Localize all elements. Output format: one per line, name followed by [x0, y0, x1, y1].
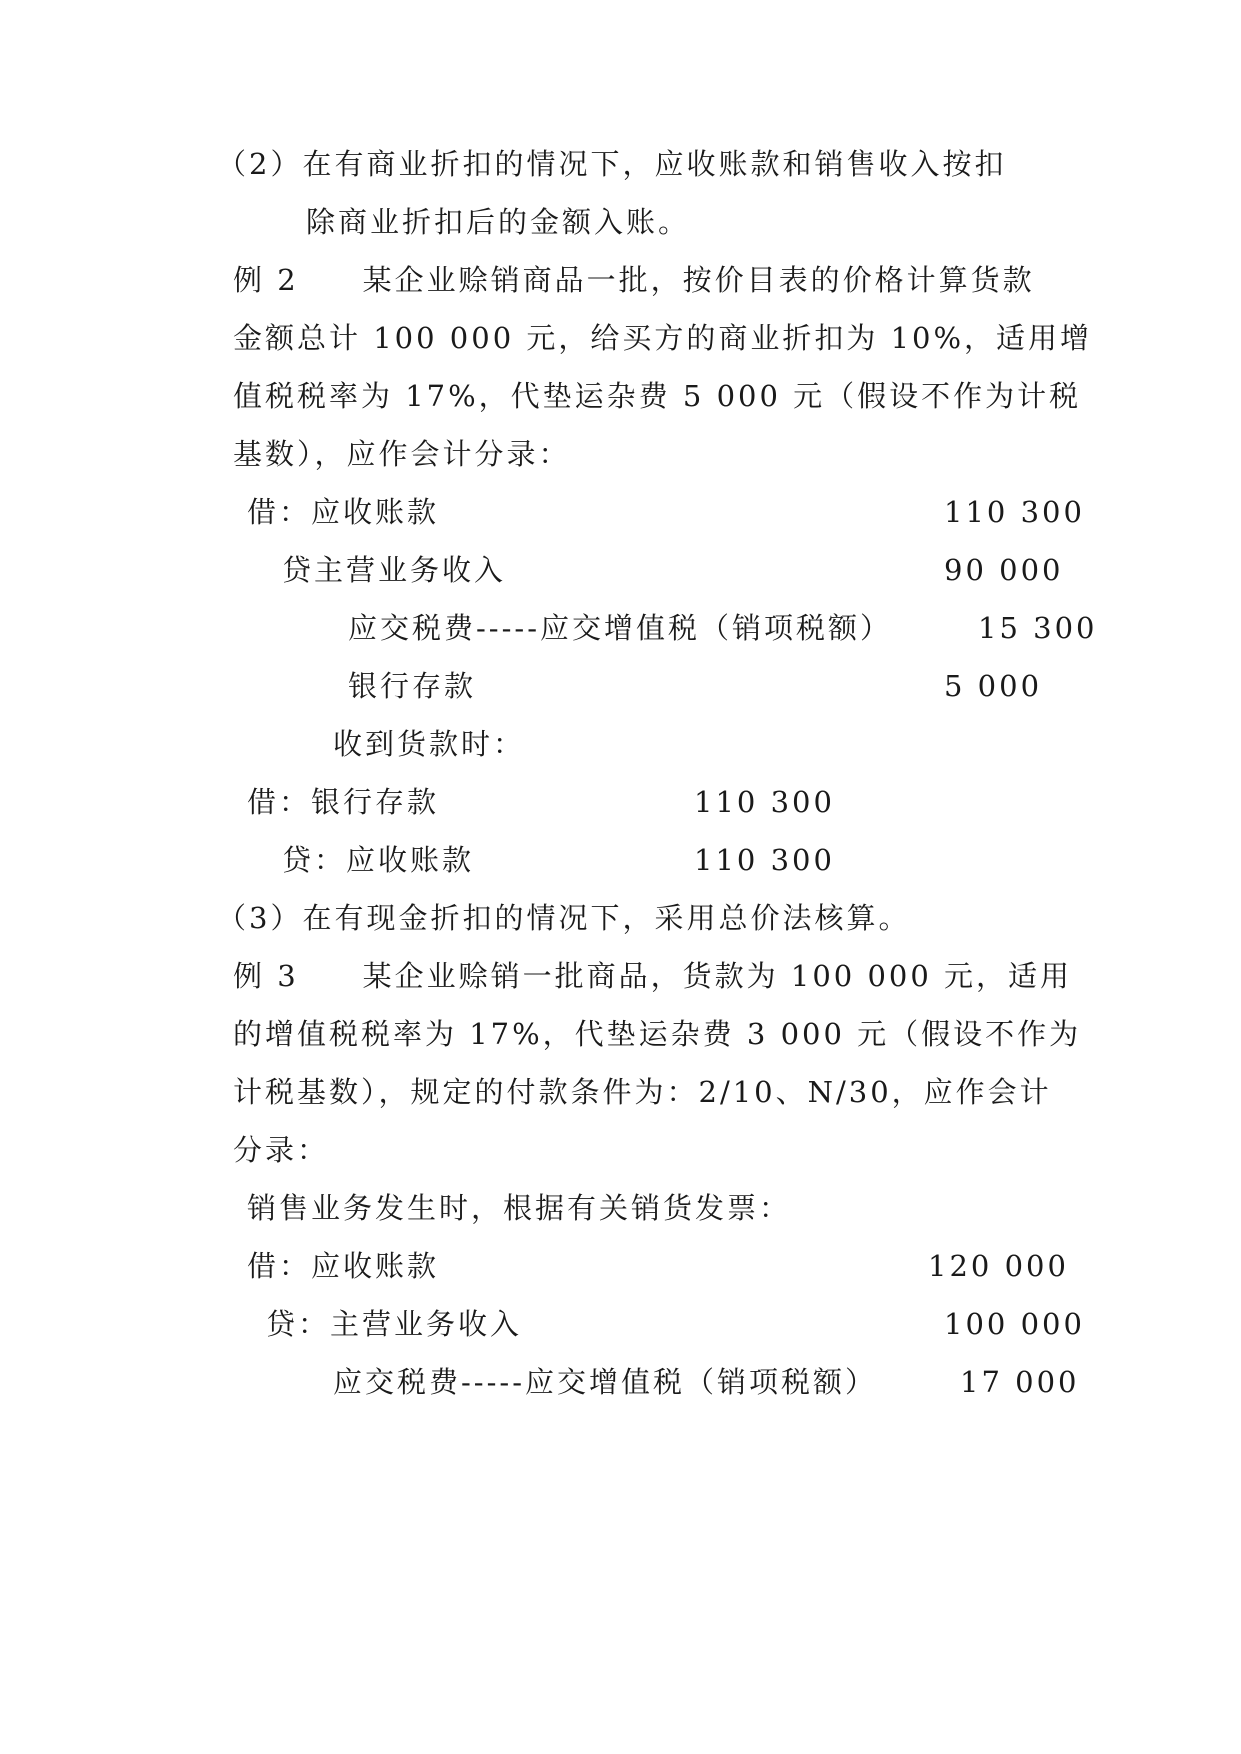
entry-tax-label: 应交税费-----应交增值税（销项税额）	[348, 611, 892, 645]
text-line-ex3-1: 例 3 某企业赊销一批商品，货款为 100 000 元，适用	[233, 959, 1073, 993]
text-line-payment: 收到货款时：	[333, 727, 526, 761]
entry3-credit-label: 贷：主营业务收入	[266, 1307, 523, 1341]
entry3-tax-amount: 17 000	[960, 1365, 1080, 1399]
entry2-debit-amount: 110 300	[694, 785, 835, 819]
entry3-tax-label: 应交税费-----应交增值税（销项税额）	[333, 1365, 877, 1399]
entry-tax-amount: 15 300	[978, 611, 1098, 645]
text-line-4: 金额总计 100 000 元，给买方的商业折扣为 10%，适用增	[233, 321, 1093, 355]
entry2-credit-label: 贷：应收账款	[282, 843, 475, 877]
text-line-3: 例 2 某企业赊销商品一批，按价目表的价格计算货款	[233, 263, 1035, 297]
entry-credit-label: 贷主营业务收入	[282, 553, 507, 587]
entry-bank-label: 银行存款	[348, 669, 477, 703]
entry3-credit-amount: 100 000	[944, 1307, 1085, 1341]
text-line-6: 基数），应作会计分录：	[233, 437, 571, 471]
text-line-ex3-5: 销售业务发生时，根据有关销货发票：	[247, 1191, 792, 1225]
entry2-debit-label: 借：银行存款	[247, 785, 440, 819]
entry3-debit-label: 借：应收账款	[247, 1249, 440, 1283]
entry3-debit-amount: 120 000	[928, 1249, 1069, 1283]
text-line-5: 值税税率为 17%，代垫运杂费 5 000 元（假设不作为计税	[233, 379, 1082, 413]
text-line-ex3-4: 分录：	[233, 1133, 330, 1167]
entry2-credit-amount: 110 300	[694, 843, 835, 877]
text-line-2: 除商业折扣后的金额入账。	[306, 205, 691, 239]
text-line-ex3-2: 的增值税税率为 17%，代垫运杂费 3 000 元（假设不作为	[233, 1017, 1082, 1051]
text-line-ex3-3: 计税基数），规定的付款条件为：2/10、N/30，应作会计	[233, 1075, 1052, 1109]
text-line-1: （2）在有商业折扣的情况下，应收账款和销售收入按扣	[217, 147, 1007, 181]
text-line-section3: （3）在有现金折扣的情况下，采用总价法核算。	[217, 901, 911, 935]
entry-bank-amount: 5 000	[944, 669, 1043, 703]
entry-debit-amount: 110 300	[944, 495, 1085, 529]
entry-debit-label: 借：应收账款	[247, 495, 440, 529]
entry-credit-amount: 90 000	[944, 553, 1064, 587]
